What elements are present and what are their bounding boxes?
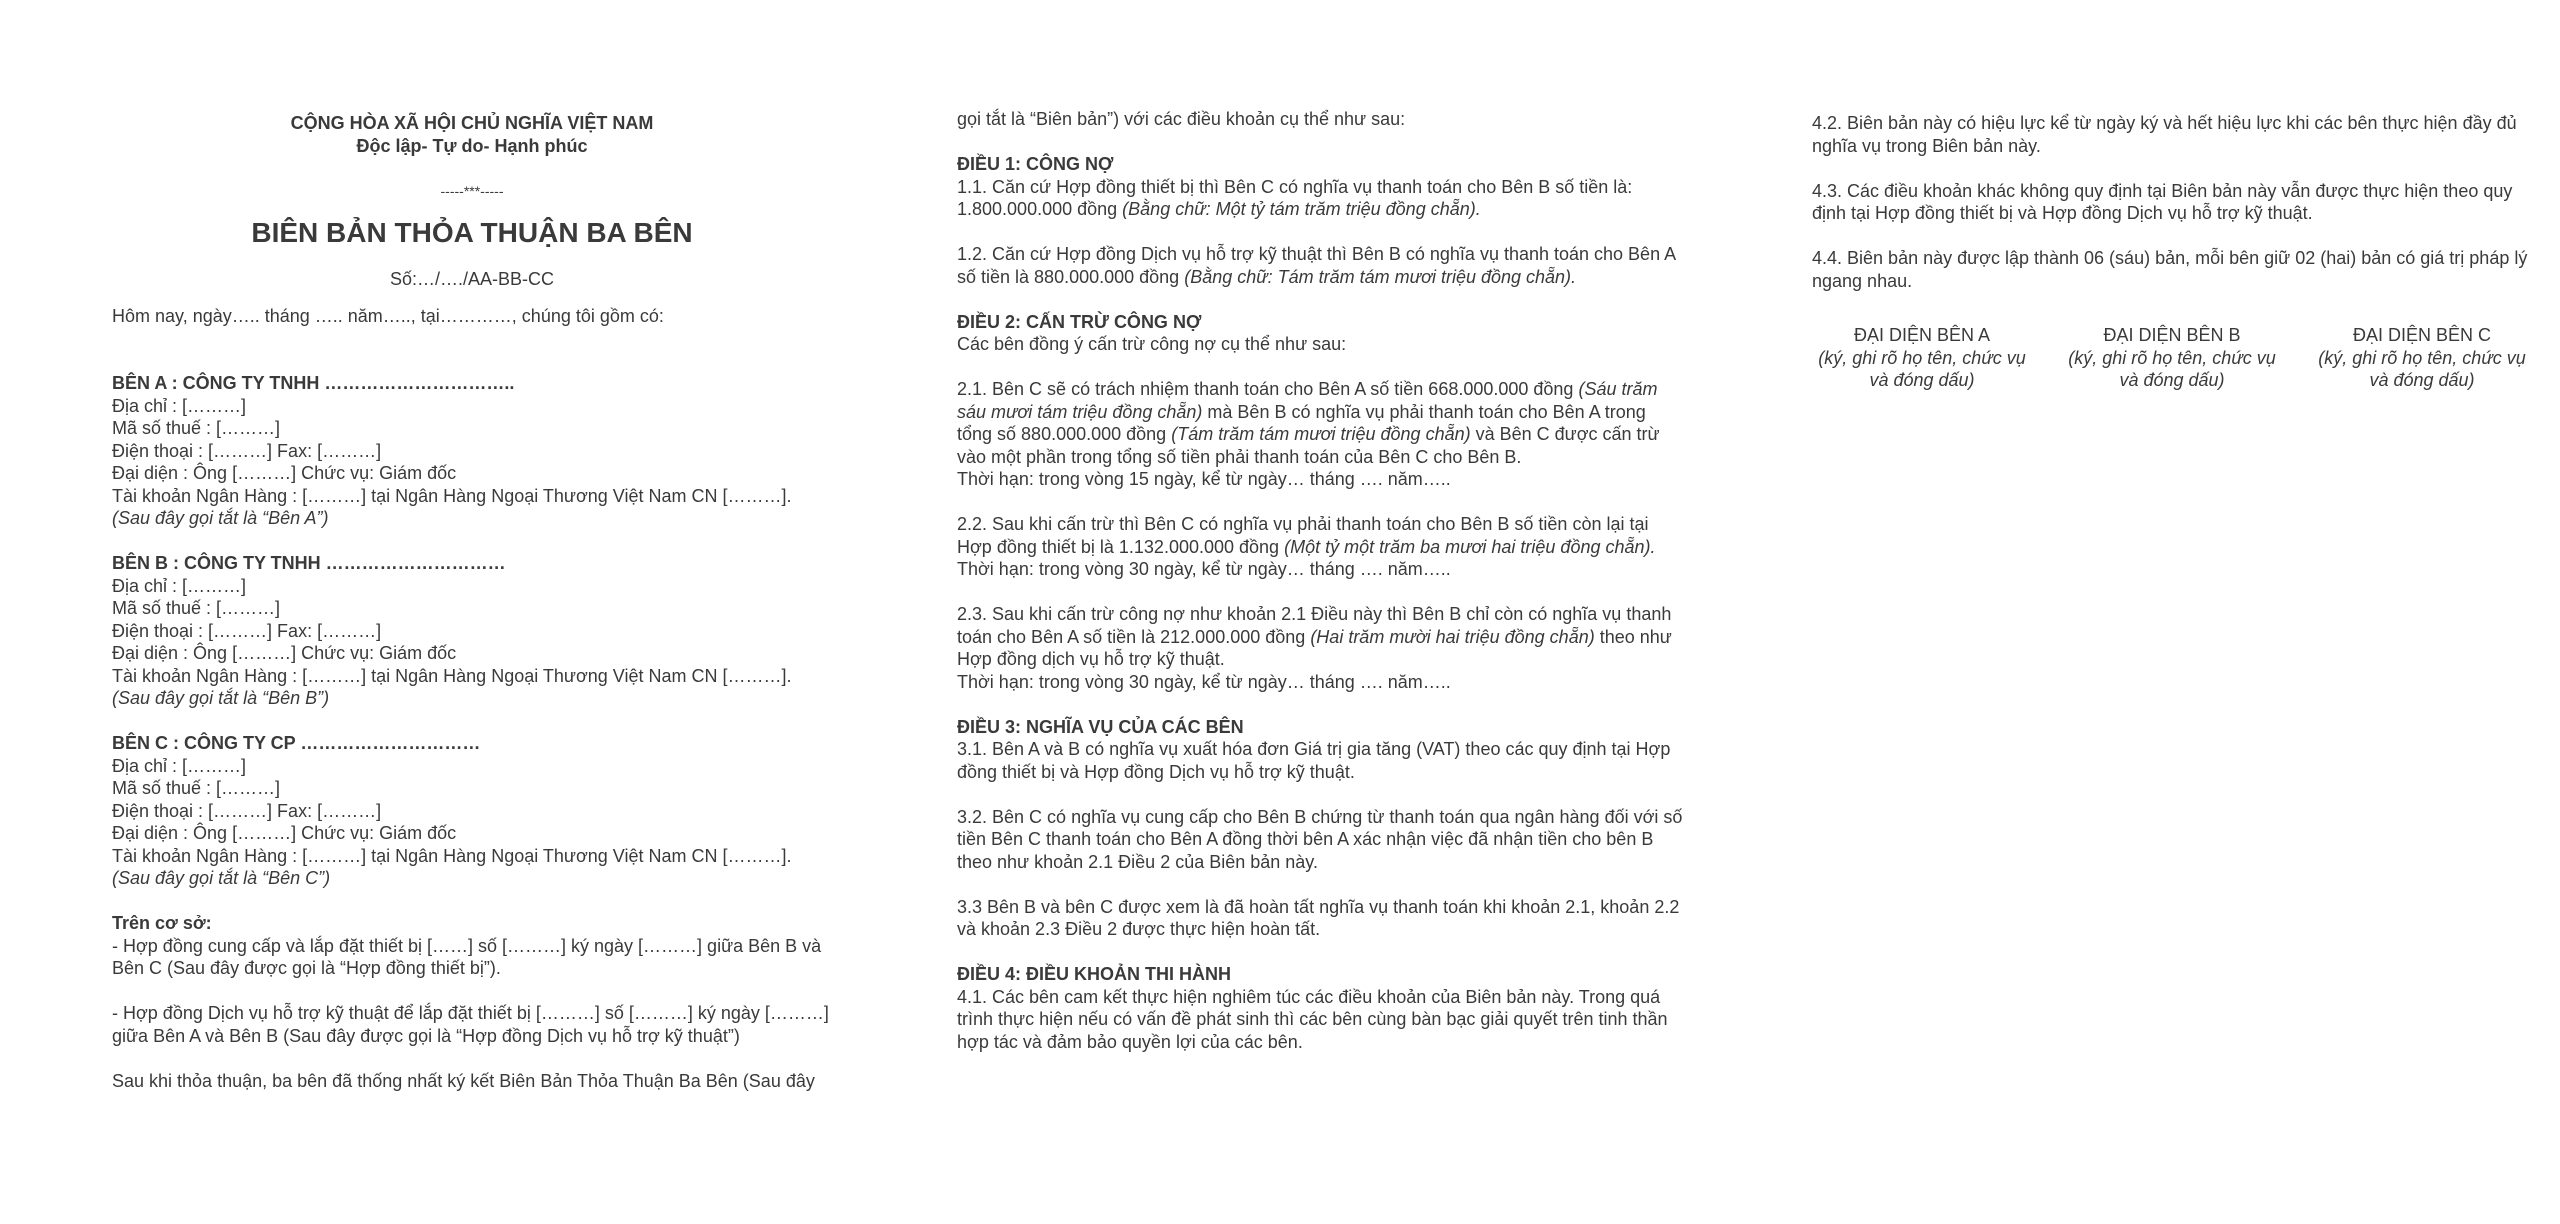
party-c bbox=[112, 732, 832, 890]
document-title: BIÊN BẢN THỎA THUẬN BA BÊN bbox=[251, 217, 693, 248]
clause-4-2: 4.2. Biên bản này có hiệu lực kể từ ngày ký và hết hiệu lực khi các bên thực hiện đầy đủ nghĩa vụ trong Biên bản này. bbox=[1812, 113, 2517, 156]
party-b-heading: BÊN B : CÔNG TY TNHH ………………………… bbox=[112, 553, 506, 573]
clause-1-1: 1.1. Căn cứ Hợp đồng thiết bị thì Bên C có nghĩa vụ thanh toán cho Bên B số tiền là: 1.800.000.000 đồng (Bằng chữ: Một tỷ tám trăm triệu đồng chẵn). bbox=[957, 176, 1633, 219]
party-b-alias: (Sau đây gọi tắt là “Bên B”) bbox=[112, 688, 330, 708]
party-a-taxcode: Mã số thuế : [………] bbox=[112, 418, 281, 438]
signature-title-c: ĐẠI DIỆN BÊN C bbox=[2352, 325, 2492, 345]
party-a-address: Địa chỉ : [………] bbox=[112, 395, 247, 416]
party-a-heading: BÊN A : CÔNG TY TNHH ………………………….. bbox=[112, 373, 515, 393]
party-c-taxcode: Mã số thuế : [………] bbox=[112, 778, 281, 798]
clause-3-1: 3.1. Bên A và B có nghĩa vụ xuất hóa đơn Giá trị gia tăng (VAT) theo các quy định tại Hợp đồng thiết bị và Hợp đồng Dịch vụ hỗ trợ kỹ thuật. bbox=[957, 739, 1671, 782]
article-4-title: ĐIỀU 4: ĐIỀU KHOẢN THI HÀNH bbox=[957, 964, 1232, 984]
intro-text: Hôm nay, ngày….. tháng ….. năm….., tại…………, chúng tôi gồm có: bbox=[112, 305, 664, 326]
agreement-continuation: gọi tắt là “Biên bản”) với các điều khoản cụ thể như sau: bbox=[957, 109, 1406, 129]
basis-heading: Trên cơ sở: bbox=[112, 913, 212, 933]
clause-4-4: 4.4. Biên bản này được lập thành 06 (sáu) bản, mỗi bên giữ 02 (hai) bản có giá trị pháp lý ngang nhau. bbox=[1812, 248, 2528, 291]
party-b-taxcode: Mã số thuế : [………] bbox=[112, 598, 281, 618]
party-a bbox=[112, 372, 832, 530]
column-3 bbox=[1812, 112, 2532, 392]
party-c-phone: Điện thoại : [………] Fax: [………] bbox=[112, 800, 382, 821]
party-b-bank: Tài khoản Ngân Hàng : [………] tại Ngân Hàng Ngoại Thương Việt Nam CN [………]. bbox=[112, 665, 792, 686]
clause-2-3-term: Thời hạn: trong vòng 30 ngày, kể từ ngày… tháng …. năm….. bbox=[957, 671, 1451, 692]
signature-note-b: (ký, ghi rõ họ tên, chức vụ và đóng dấu) bbox=[2068, 347, 2276, 390]
clause-3-3: 3.3 Bên B và bên C được xem là đã hoàn tất nghĩa vụ thanh toán khi khoản 2.1, khoản 2.2 và khoản 2.3 Điều 2 được thực hiện hoàn tất. bbox=[957, 896, 1680, 939]
signature-block-a bbox=[1812, 324, 2032, 392]
article-1-title: ĐIỀU 1: CÔNG NỢ bbox=[957, 154, 1114, 174]
party-c-bank: Tài khoản Ngân Hàng : [………] tại Ngân Hàng Ngoại Thương Việt Nam CN [………]. bbox=[112, 845, 792, 866]
party-a-phone: Điện thoại : [………] Fax: [………] bbox=[112, 440, 382, 461]
signature-note-a: (ký, ghi rõ họ tên, chức vụ và đóng dấu) bbox=[1818, 347, 2026, 390]
party-b bbox=[112, 552, 832, 710]
party-c-representative: Đại diện : Ông [………] Chức vụ: Giám đốc bbox=[112, 823, 457, 843]
clause-1-2: 1.2. Căn cứ Hợp đồng Dịch vụ hỗ trợ kỹ thuật thì Bên B có nghĩa vụ thanh toán cho Bên A số tiền là 880.000.000 đồng (Bằng chữ: Tám trăm tám mươi triệu đồng chẵn). bbox=[957, 244, 1676, 287]
signature-block-c bbox=[2312, 324, 2532, 392]
article-2-intro: Các bên đồng ý cấn trừ công nợ cụ thể như sau: bbox=[957, 334, 1347, 354]
party-a-alias: (Sau đây gọi tắt là “Bên A”) bbox=[112, 508, 329, 528]
document-number: Số:…/…./AA-BB-CC bbox=[389, 269, 555, 289]
signature-block-b bbox=[2062, 324, 2282, 392]
clause-2-1: 2.1. Bên C sẽ có trách nhiệm thanh toán cho Bên A số tiền 668.000.000 đồng (Sáu trăm sáu mươi tám triệu đồng chẵn) mà Bên B có nghĩa vụ phải thanh toán cho Bên A trong tổng số 880.000.000 đồng (Tám trăm tám mươi triệu đồng chẵn) và Bên C được cấn trừ vào một phần trong tổng số tiền phải thanh toán của Bên C cho Bên B. bbox=[957, 379, 1660, 467]
country-header: CỘNG HÒA XÃ HỘI CHỦ NGHĨA VIỆT NAM bbox=[290, 113, 654, 133]
article-2-title: ĐIỀU 2: CẤN TRỪ CÔNG NỢ bbox=[957, 311, 1202, 332]
party-b-phone: Điện thoại : [………] Fax: [………] bbox=[112, 620, 382, 641]
signature-title-a: ĐẠI DIỆN BÊN A bbox=[1853, 325, 1991, 345]
signature-note-c: (ký, ghi rõ họ tên, chức vụ và đóng dấu) bbox=[2318, 347, 2526, 390]
party-a-bank: Tài khoản Ngân Hàng : [………] tại Ngân Hàng Ngoại Thương Việt Nam CN [………]. bbox=[112, 485, 792, 506]
party-a-representative: Đại diện : Ông [………] Chức vụ: Giám đốc bbox=[112, 463, 457, 483]
motto: Độc lập- Tự do- Hạnh phúc bbox=[356, 135, 588, 156]
clause-4-1: 4.1. Các bên cam kết thực hiện nghiêm túc các điều khoản của Biên bản này. Trong quá trình thực hiện nếu có vấn đề phát sinh thì các bên cùng bàn bạc giải quyết trên tinh thần hợp tác và đảm bảo quyền lợi của các bên. bbox=[957, 986, 1668, 1052]
separator-stars: -----***----- bbox=[440, 182, 504, 199]
party-c-alias: (Sau đây gọi tắt là “Bên C”) bbox=[112, 868, 331, 888]
clause-2-2-term: Thời hạn: trong vòng 30 ngày, kể từ ngày… tháng …. năm….. bbox=[957, 559, 1451, 579]
article-3-title: ĐIỀU 3: NGHĨA VỤ CỦA CÁC BÊN bbox=[957, 716, 1244, 737]
party-b-address: Địa chỉ : [………] bbox=[112, 575, 247, 596]
party-c-heading: BÊN C : CÔNG TY CP ………………………… bbox=[112, 733, 481, 753]
column-1 bbox=[112, 112, 832, 1092]
clause-3-2: 3.2. Bên C có nghĩa vụ cung cấp cho Bên B chứng từ thanh toán qua ngân hàng đối với số tiền Bên C thanh toán cho Bên A đồng thời bên A xác nhận việc đã nhận tiền cho bên B theo như khoản 2.1 Điều 2 của Biên bản này. bbox=[957, 806, 1683, 872]
basis-item-1: - Hợp đồng cung cấp và lắp đặt thiết bị [……] số [………] ký ngày [………] giữa Bên B và Bên C (Sau đây được gọi là “Hợp đồng thiết bị”). bbox=[112, 935, 822, 978]
clause-2-3: 2.3. Sau khi cấn trừ công nợ như khoản 2.1 Điều này thì Bên B chỉ còn có nghĩa vụ thanh toán cho Bên A số tiền là 212.000.000 đồng (Hai trăm mười hai triệu đồng chẵn) theo như Hợp đồng dịch vụ hỗ trợ kỹ thuật. bbox=[957, 604, 1672, 669]
party-c-address: Địa chỉ : [………] bbox=[112, 755, 247, 776]
clause-4-3: 4.3. Các điều khoản khác không quy định tại Biên bản này vẫn được thực hiện theo quy định tại Hợp đồng thiết bị và Hợp đồng Dịch vụ hỗ trợ kỹ thuật. bbox=[1812, 180, 2513, 223]
basis-item-2: - Hợp đồng Dịch vụ hỗ trợ kỹ thuật để lắp đặt thiết bị [………] số [………] ký ngày [………] giữa Bên A và Bên B (Sau đây được gọi là “Hợp đồng Dịch vụ hỗ trợ kỹ thuật”) bbox=[112, 1003, 829, 1046]
party-b-representative: Đại diện : Ông [………] Chức vụ: Giám đốc bbox=[112, 643, 457, 663]
clause-2-2: 2.2. Sau khi cấn trừ thì Bên C có nghĩa vụ phải thanh toán cho Bên B số tiền còn lại tại Hợp đồng thiết bị là 1.132.000.000 đồng (Một tỷ một trăm ba mươi hai triệu đồng chẵn). bbox=[957, 514, 1656, 557]
column-2 bbox=[957, 108, 1685, 1053]
signature-row bbox=[1812, 324, 2532, 392]
clause-2-1-term: Thời hạn: trong vòng 15 ngày, kể từ ngày… tháng …. năm….. bbox=[957, 469, 1451, 489]
signature-title-b: ĐẠI DIỆN BÊN B bbox=[2103, 325, 2241, 345]
agreement-text: Sau khi thỏa thuận, ba bên đã thống nhất ký kết Biên Bản Thỏa Thuận Ba Bên (Sau đây bbox=[112, 1070, 815, 1091]
